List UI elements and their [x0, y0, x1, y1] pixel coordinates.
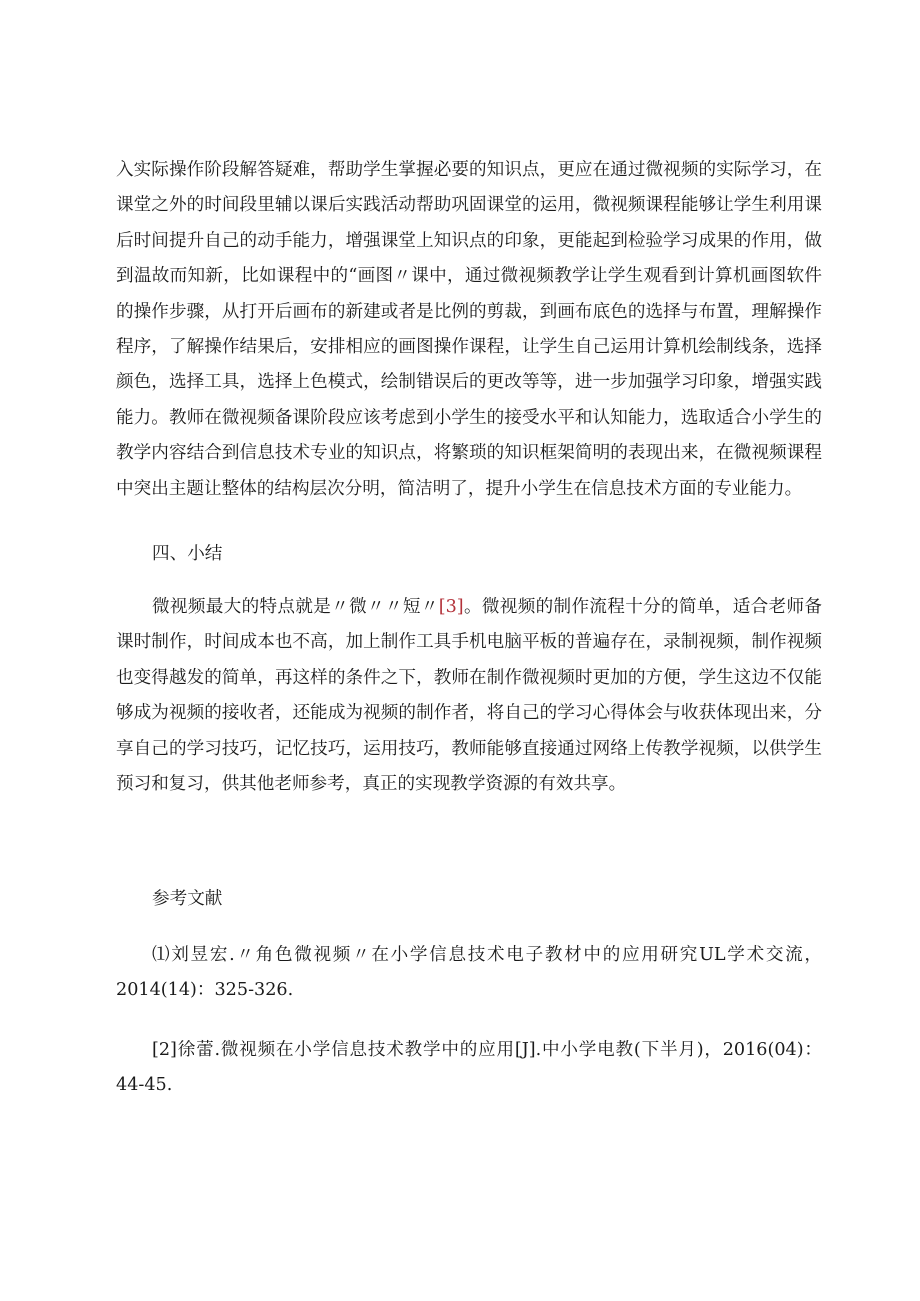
summary-rest-text: 。微视频的制作流程十分的简单，适合老师备课时制作，时间成本也不高，加上制作工具手机电脑平板的普遍存在，录制视频，制作视频也变得越发的简单，再这样的条件之下，教师在制作微视频时更加的方便，学生这边不仅能够成为视频的接收者，还能成为视频的制作者，将自己的学习心得体会与收获体现出来，分享自己的学习技巧，记忆技巧，运用技巧，教师能够直接通过网络上传教学视频，以供学生预习和复习，供其他老师参考，真正的实现教学资源的有效共享。: [116, 597, 822, 795]
references-heading: 参考文献: [152, 889, 223, 909]
citation-link[interactable]: [3]: [438, 597, 464, 617]
body-paragraph: 入实际操作阶段解答疑难，帮助学生掌握必要的知识点，更应在通过微视频的实际学习，在课堂之外的时间段里辅以课后实践活动帮助巩固课堂的运用，微视频课程能够让学生利用课后时间提升自己的动手能力，增强课堂上知识点的印象，更能起到检验学习成果的作用，做到温故而知新，比如课程中的“画图〃课中，通过微视频教学让学生观看到计算机画图软件的操作步骤，从打开后画布的新建或者是比例的剪裁，到画布底色的选择与布置，理解操作程序，了解操作结果后，安排相应的画图操作课程，让学生自己运用计算机绘制线条，选择颜色，选择工具，选择上色模式，绘制错误后的更改等等，进一步加强学习印象，增强实践能力。教师在微视频备课阶段应该考虑到小学生的接受水平和认知能力，选取适合小学生的教学内容结合到信息技术专业的知识点，将繁琐的知识框架简明的表现出来，在微视频课程中突出主题让整体的结构层次分明，简洁明了，提升小学生在信息技术方面的专业能力。: [116, 160, 822, 499]
reference-item: ⑴刘昱宏.〃角色微视频〃在小学信息技术电子教材中的应用研究UL学术交流，2014(14)：325-326.: [116, 945, 822, 1001]
section-heading: 四、小结: [152, 544, 223, 564]
summary-paragraph: [116, 590, 822, 802]
summary-lead-text: 微视频最大的特点就是〃微〃〃短〃: [152, 597, 439, 617]
reference-item: [2]徐蕾.微视频在小学信息技术教学中的应用[J].中小学电教(下半月)，2016(04)：44-45.: [116, 1040, 822, 1096]
